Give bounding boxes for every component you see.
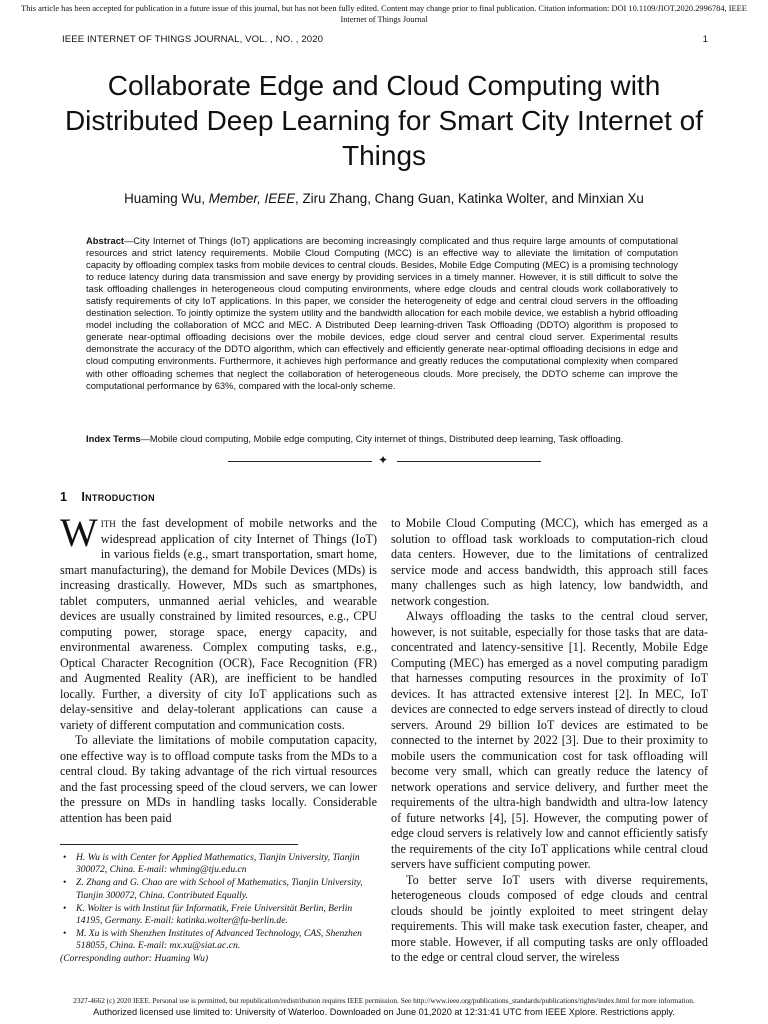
body-paragraph: Always offloading the tasks to the central cloud server, however, is not suitable, especially for those tasks that are data-concentrated and latency-sensitive [1]. Recently, Mobile Edge Computing (MEC) has emerged as a novel computing paradigm that harnesses computing resources in the proximity of IoT devices. It has attracted extensive interest [2]. In MEC, IoT devices are connected to edge servers instead of directly to cloud servers. Around 29 billion IoT devices are estimated to be connected to the internet by 2022 [3]. Due to their proximity to mobile users the communication cost for task offloading will become very small, which can greatly reduce the latency of network operations and service delivery, and further meet the requirements of the ultra-high bandwidth and ultra-low latency of future networks [4], [5]. However, the computing power of edge cloud servers is relatively low and cannot efficiently satisfy the requirements of the city IoT applications while central cloud servers have sufficient computing power. <box>391 609 708 871</box>
page-number: 1 <box>702 34 708 45</box>
section-divider <box>228 455 541 469</box>
section-heading <box>60 490 155 504</box>
footnote-item <box>60 928 377 952</box>
bullet-icon: • <box>63 902 67 914</box>
footnote-item <box>60 903 377 927</box>
corresponding-author: (Corresponding author: Huaming Wu) <box>60 953 209 964</box>
author-others: , Ziru Zhang, Chang Guan, Katinka Wolter, and Minxian Xu <box>295 191 644 206</box>
lead-in-smallcaps: ith <box>100 516 116 530</box>
footnote-text: Z. Zhang and G. Chao are with School of Mathematics, Tianjin University, Tianjin 300072, China. Contributed Equally. <box>76 877 363 901</box>
bullet-icon: • <box>63 928 67 940</box>
accepted-article-notice: This article has been accepted for publication in a future issue of this journal, but has not been fully edited. Content may change prior to final publication. Citation information: DOI 10.1109/JIOT.2020.2996784, IEEE Internet of Things Journal <box>21 4 747 24</box>
body-paragraph <box>60 510 377 733</box>
index-terms <box>86 433 686 445</box>
footnote-text: H. Wu is with Center for Applied Mathematics, Tianjin University, Tianjin 300072, China. E-mail: whming@tju.edu.cn <box>76 852 360 876</box>
footnote-item <box>60 877 377 901</box>
copyright-notice: 2327-4662 (c) 2020 IEEE. Personal use is permitted, but republication/redistribution requires IEEE permission. See http://www.ieee.org/publications_standards/publications/rights/index.html for more information. <box>73 996 695 1005</box>
body-paragraph: To alleviate the limitations of mobile computation capacity, one effective way is to offload compute tasks from the MDs to a central cloud. By taking advantage of the rich virtual resources and the fast processing speed of the cloud servers, we can lower the pressure on MDs in handling tasks locally. Considerable attention has been paid <box>60 733 377 825</box>
drop-cap: W <box>60 510 98 555</box>
author-first: Huaming Wu, <box>124 191 209 206</box>
abstract-label: Abstract <box>86 235 125 246</box>
footnote-text: M. Xu is with Shenzhen Institutes of Advanced Technology, CAS, Shenzhen 518055, China. E-mail: mx.xu@siat.ac.cn. <box>76 928 362 952</box>
section-title: Introduction <box>81 490 155 504</box>
author-list <box>60 190 708 208</box>
body-paragraph: to Mobile Cloud Computing (MCC), which has emerged as a solution to offload task workloads to computation-rich cloud data centers. However, due to the limitations of centralized service mode and access bandwidth, this approach still faces many challenges such as high latency, low bandwidth, and network congestion. <box>391 516 708 608</box>
divider-line-right <box>397 461 541 462</box>
running-header <box>62 34 708 48</box>
abstract <box>86 235 678 392</box>
paragraph-text: the fast development of mobile networks and the widespread application of city Internet of Things (IoT) in various fields (e.g., smart transportation, smart home, smart manufacturing), the demand for Mobile Devices (MDs) is increasing drastically. However, MDs such as smartphones, tablet computers, unmanned aerial vehicles, and wearable devices are usually constrained by limited resources, e.g., CPU computing power, storage space, energy capacity, and environmental awareness. Complex computing tasks, e.g., Optical Character Recognition (OCR), Face Recognition (FR) and Augmented Reality (AR), are inefficient to be handled locally. Further, a diversity of city IoT applications such as delay-sensitive and delay-tolerant applications can cause a variety of different computation and communication costs. <box>60 516 377 732</box>
divider-star-icon: ✦ <box>378 453 389 467</box>
paper-title: Collaborate Edge and Cloud Computing with Distributed Deep Learning for Smart City Internet of Things <box>64 70 704 171</box>
bullet-icon: • <box>63 877 67 889</box>
body-column-right <box>391 516 708 966</box>
body-paragraph: To better serve IoT users with diverse requirements, heterogeneous clouds composed of edge clouds and central clouds should be jointly exploited to meet stringent delay requirements. This will make task execution faster, cheaper, and more stable. However, if all computing tasks are only offloaded to the edge or central cloud server, the wireless <box>391 872 708 964</box>
section-number: 1 <box>60 490 68 504</box>
affiliation-footnotes <box>60 852 377 954</box>
index-terms-label: Index Terms <box>86 433 141 444</box>
index-terms-text: —Mobile cloud computing, Mobile edge computing, City internet of things, Distributed deep learning, Task offloading. <box>140 433 624 444</box>
footnote-rule <box>60 844 298 845</box>
license-notice: Authorized licensed use limited to: University of Waterloo. Downloaded on June 01,2020 at 12:31:41 UTC from IEEE Xplore. Restrictions apply. <box>93 1007 675 1017</box>
abstract-text: —City Internet of Things (IoT) applications are becoming increasingly complicated and thus require large amounts of computational resources and strict latency requirements. Mobile Cloud Computing (MCC) is an effective way to alleviate the limitation of computation capacity by offloading complex tasks from mobile devices to central clouds. Besides, Mobile Edge Computing (MEC) is a promising technology to reduce latency during data transmission and save energy by providing services in a timely manner. However, it is still difficult to solve the task offloading challenges in heterogeneous cloud computing environments, where edge clouds and central clouds work collaboratively to satisfy requirements of city IoT applications. In this paper, we consider the heterogeneity of edge and central cloud servers in the offloading destination selection. To jointly optimize the system utility and the bandwidth allocation for each mobile device, we establish a hybrid offloading model including the collaboration of MCC and MEC. A Distributed Deep learning-driven Task Offloading (DDTO) algorithm is proposed to generate near-optimal offloading decisions over the mobile devices, edge cloud server and central cloud server. Experimental results demonstrate the accuracy of the DDTO algorithm, which can effectively and efficiently generate near-optimal offloading decisions in edge and cloud computing environments. Furthermore, it achieves high performance and greatly reduces the computational complexity when compared with other offloading schemes that neglect the collaboration of heterogeneous clouds. More precisely, the DDTO scheme can improve the computational performance by 63%, compared with the local-only scheme. <box>86 235 678 391</box>
divider-line-left <box>228 461 372 462</box>
bullet-icon: • <box>63 852 67 863</box>
footnote-text: K. Wolter is with Institut für Informatik, Freie Universität Berlin, Berlin 14195, Germany. E-mail: katinka.wolter@fu-berlin.de. <box>76 902 353 927</box>
body-column-left <box>60 510 377 826</box>
footnote-item <box>60 852 377 876</box>
journal-info: IEEE INTERNET OF THINGS JOURNAL, VOL. , NO. , 2020 <box>62 34 324 45</box>
author-membership: Member, IEEE <box>208 191 296 206</box>
